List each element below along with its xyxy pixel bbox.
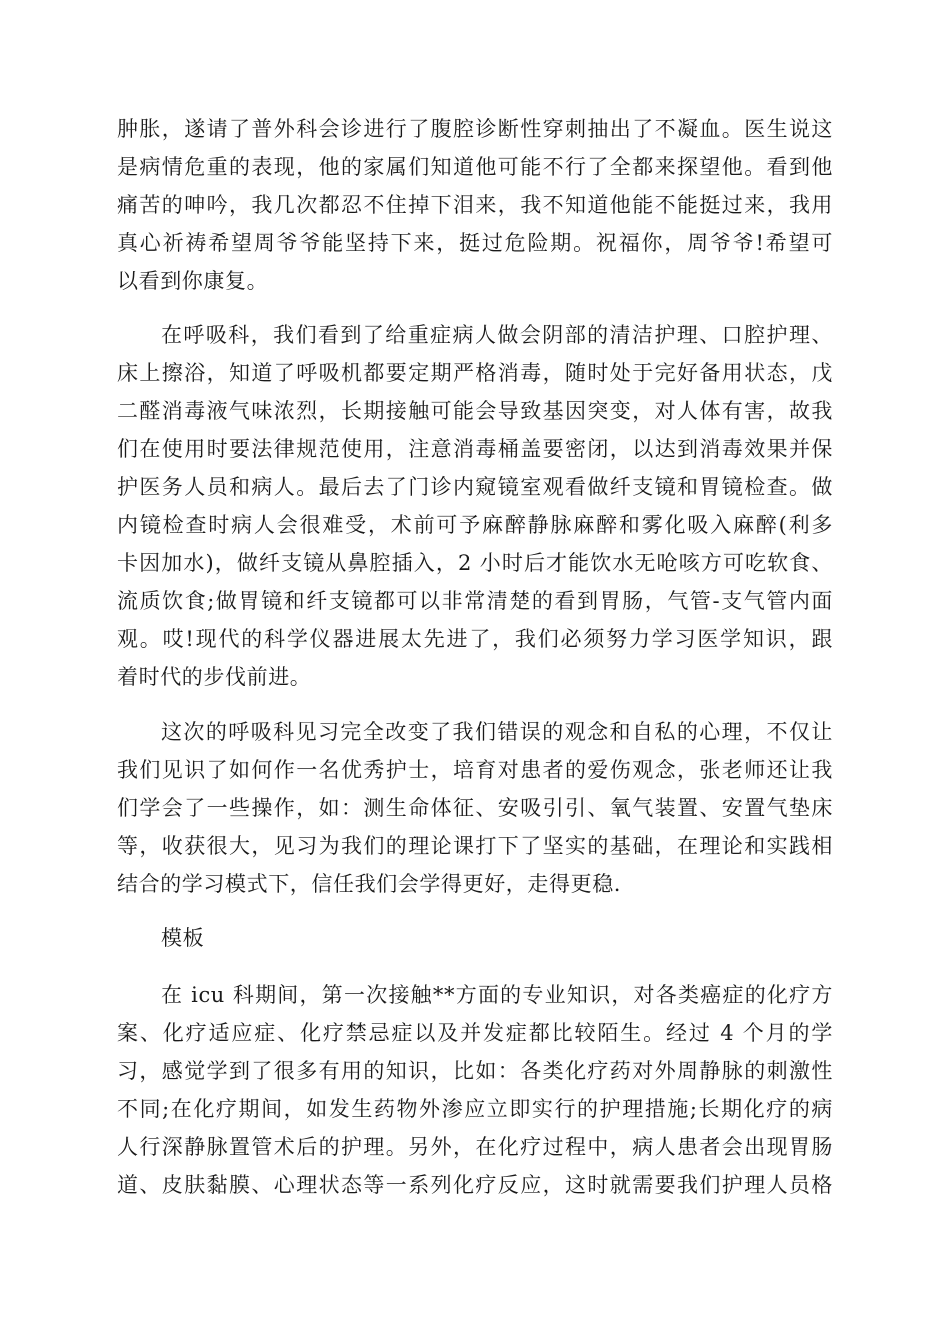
- text-line: 我们见识了如何作一名优秀护士，培育对患者的爱伤观念，张老师还让我: [117, 758, 833, 782]
- text-line: 以看到你康复。: [117, 269, 269, 293]
- text-line: 护医务人员和病人。最后去了门诊内窥镜室观看做纤支镜和胃镜检查。做: [117, 475, 833, 499]
- text-line: 二醛消毒液气味浓烈，长期接触可能会导致基因突变，对人体有害，故我: [117, 399, 833, 423]
- paragraph-respiratory-department: [117, 316, 833, 696]
- text-line: 们在使用时要法律规范使用，注意消毒桶盖要密闭，以达到消毒效果并保: [117, 437, 833, 461]
- section-heading: 模板: [161, 926, 205, 950]
- text-line: 流质饮食;做胃镜和纤支镜都可以非常清楚的看到胃肠，气管-支气管内面: [117, 589, 833, 613]
- text-line: 案、化疗适应症、化疗禁忌症以及并发症都比较陌生。经过 4 个月的学: [117, 1021, 833, 1045]
- text-line: 着时代的步伐前进。: [117, 665, 312, 689]
- text-line: 这次的呼吸科见习完全改变了我们错误的观念和自私的心理，不仅让: [161, 720, 833, 744]
- text-line: 结合的学习模式下，信任我们会学得更好，走得更稳.: [117, 872, 622, 896]
- paragraph-patient-condition: [117, 110, 833, 300]
- section-heading-template: [117, 919, 833, 957]
- text-line: 道、皮肤黏膜、心理状态等一系列化疗反应，这时就需要我们护理人员格: [117, 1173, 833, 1197]
- paragraph-internship-summary: [117, 713, 833, 903]
- text-line: 观。哎!现代的科学仪器进展太先进了，我们必须努力学习医学知识，跟: [117, 627, 833, 651]
- text-line: 在呼吸科，我们看到了给重症病人做会阴部的清洁护理、口腔护理、: [161, 323, 833, 347]
- text-line: 肿胀，遂请了普外科会诊进行了腹腔诊断性穿刺抽出了不凝血。医生说这: [117, 117, 833, 141]
- text-line: 在 icu 科期间，第一次接触**方面的专业知识，对各类癌症的化疗方: [161, 983, 833, 1007]
- text-line: 痛苦的呻吟，我几次都忍不住掉下泪来，我不知道他能不能挺过来，我用: [117, 193, 833, 217]
- paragraph-icu: [117, 976, 833, 1204]
- text-line: 等，收获很大，见习为我们的理论课打下了坚实的基础，在理论和实践相: [117, 834, 833, 858]
- text-line: 们学会了一些操作，如：测生命体征、安吸引引、氧气装置、安置气垫床: [117, 796, 833, 820]
- text-line: 习，感觉学到了很多有用的知识，比如：各类化疗药对外周静脉的刺激性: [117, 1059, 833, 1083]
- text-line: 床上擦浴，知道了呼吸机都要定期严格消毒，随时处于完好备用状态，戊: [117, 361, 833, 385]
- text-line: 真心祈祷希望周爷爷能坚持下来，挺过危险期。祝福你，周爷爷!希望可: [117, 231, 833, 255]
- text-line: 不同;在化疗期间，如发生药物外渗应立即实行的护理措施;长期化疗的病: [117, 1097, 833, 1121]
- text-line: 卡因加水)，做纤支镜从鼻腔插入，2 小时后才能饮水无呛咳方可吃软食、: [117, 551, 833, 575]
- text-line: 内镜检查时病人会很难受，术前可予麻醉静脉麻醉和雾化吸入麻醉(利多: [117, 513, 833, 537]
- text-line: 是病情危重的表现，他的家属们知道他可能不行了全都来探望他。看到他: [117, 155, 833, 179]
- text-line: 人行深静脉置管术后的护理。另外，在化疗过程中，病人患者会出现胃肠: [117, 1135, 833, 1159]
